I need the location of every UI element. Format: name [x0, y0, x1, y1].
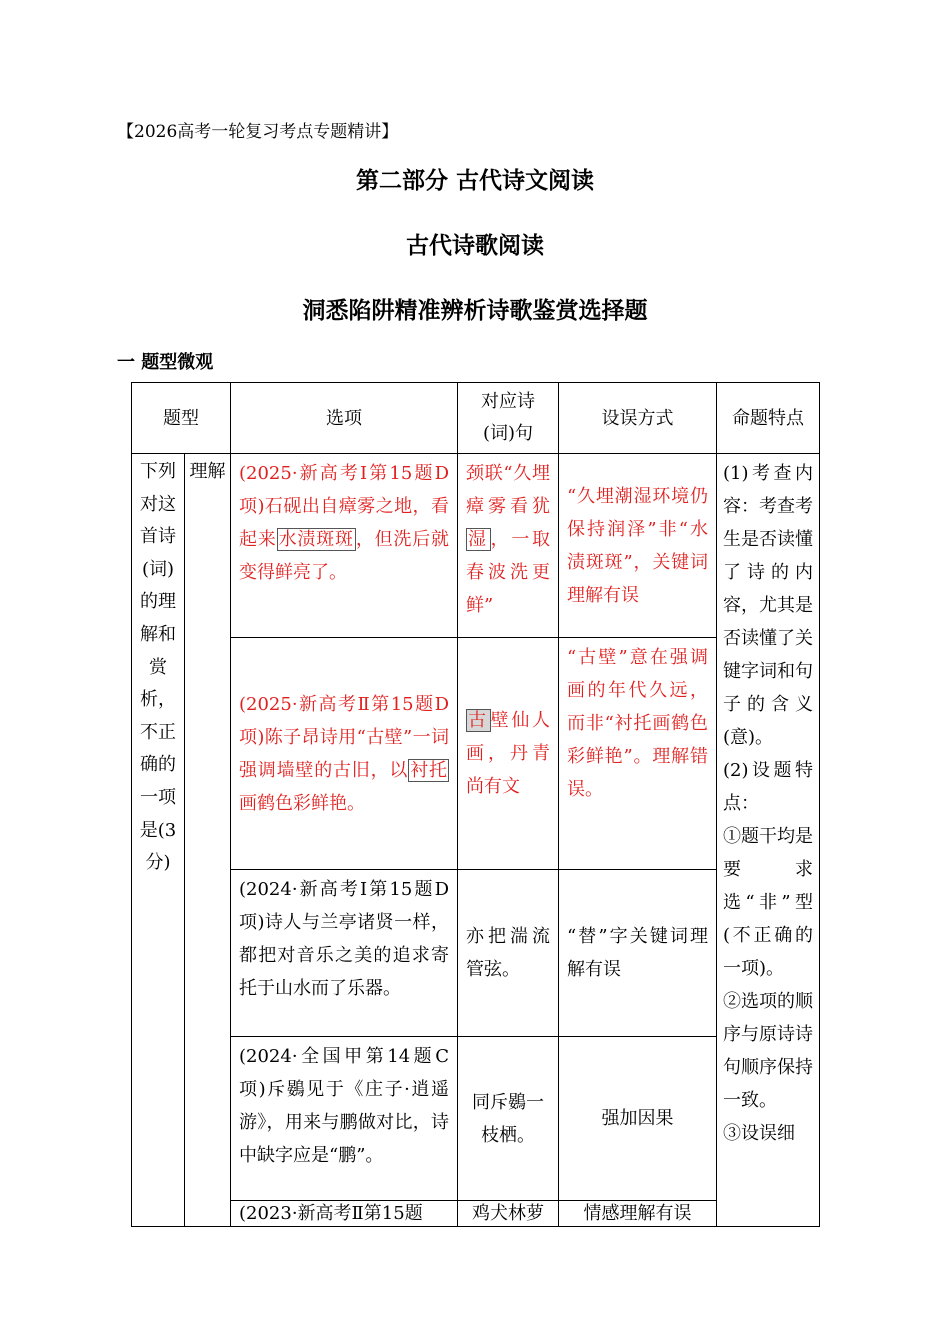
table-header-row — [132, 383, 820, 454]
feature-item: ①题干均是要求选“非”型(不正确的一项)。 — [723, 826, 813, 979]
type-cell: 下列对这首诗(词)的理解和赏析，不正确的一项是(3分) — [132, 454, 185, 1227]
header-error: 设误方式 — [559, 383, 717, 454]
feature-item: (1)考查内容：考查考生是否读懂了诗的内容，尤其是否读懂了关键字词和句子的含义(意)。 — [723, 463, 813, 748]
header-option: 选项 — [231, 383, 458, 454]
feature-item: ②选项的顺序与原诗诗句顺序保持一致。 — [723, 991, 813, 1111]
verse-cell: 古 壁仙人画，丹青尚有文 — [458, 638, 559, 870]
table-row — [132, 1037, 820, 1201]
section-title: 一 题型微观 — [117, 352, 214, 373]
part-title: 第二部分 古代诗文阅读 — [355, 168, 594, 194]
error-cell: 强加因果 — [559, 1037, 717, 1201]
verse-cell: 亦把湍流管弦。 — [458, 870, 559, 1037]
header-feature: 命题特点 — [717, 383, 820, 454]
topic-title: 洞悉陷阱精准辨析诗歌鉴赏选择题 — [302, 298, 648, 324]
option-cell: (2023·新高考Ⅱ第15题 — [231, 1201, 458, 1227]
error-cell: “久埋潮湿环境仍保持润泽”非“水渍斑斑”，关键词理解有误 — [559, 454, 717, 638]
table-row — [132, 638, 820, 870]
option-cell: (2025·新高考Ⅱ第15题D项)陈子昂诗用“古壁”一词强调墙壁的古旧，以 衬托画鹤色彩鲜艳。 — [231, 638, 458, 870]
header-type: 题型 — [132, 383, 231, 454]
boxed-keyword: 湿 — [468, 529, 489, 550]
option-cell: (2024·新高考Ⅰ第15题D项)诗人与兰亭诸贤一样，都把对音乐之美的追求寄托于山水而了乐器。 — [231, 870, 458, 1037]
table-row — [132, 870, 820, 1037]
series-header: 【2026高考一轮复习考点专题精讲】 — [117, 122, 399, 142]
boxed-keyword: 古 — [468, 710, 489, 731]
feature-item: ③设误细 — [723, 1123, 795, 1144]
table-row — [132, 454, 820, 638]
feature-item: (2)设题特点： — [723, 760, 813, 814]
verse-cell: 同斥鷃一枝栖。 — [458, 1037, 559, 1201]
header-verse: 对应诗(词)句 — [458, 383, 559, 454]
boxed-keyword: 水渍斑斑 — [278, 529, 354, 550]
error-cell: “古壁”意在强调画的年代久远，而非“衬托画鹤色彩鲜艳”。理解错误。 — [559, 638, 717, 870]
option-cell: (2024·全国甲第14题C项)斥鷃见于《庄子·逍遥游》，用来与鹏做对比，诗中缺字应是“鹏”。 — [231, 1037, 458, 1201]
sub-title: 古代诗歌阅读 — [406, 233, 544, 259]
option-cell: (2025·新高考Ⅰ第15题D项)石砚出自瘴雾之地，看起来 水渍斑斑 ，但洗后就变得鲜亮了。 — [231, 454, 458, 638]
error-cell: 情感理解有误 — [559, 1201, 717, 1227]
table-row — [132, 1201, 820, 1227]
feature-cell — [717, 454, 820, 1227]
error-cell: “替”字关键词理解有误 — [559, 870, 717, 1037]
verse-cell: 颈联“久埋瘴雾看犹湿 ，一取春波洗更鲜” — [458, 454, 559, 638]
question-type-table — [131, 382, 820, 1227]
boxed-keyword: 衬托 — [410, 759, 448, 781]
verse-cell: 鸡犬林萝 — [458, 1201, 559, 1227]
subtype-cell: 理解 — [185, 454, 231, 1227]
